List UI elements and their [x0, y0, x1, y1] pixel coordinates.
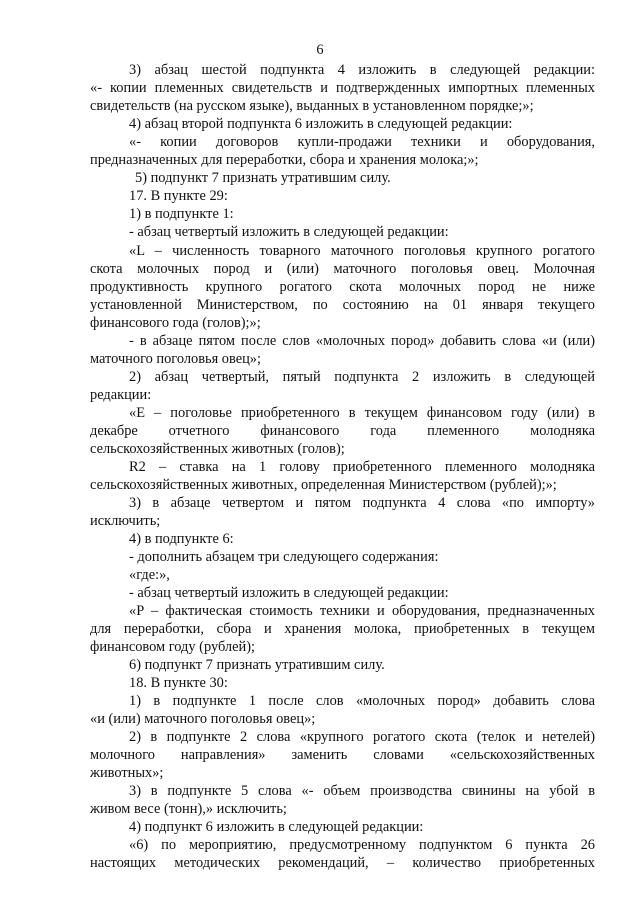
text-line: «где:», [129, 567, 170, 583]
text-line: свидетельств (на русском языке), выданных в установленном порядке;»; [90, 98, 534, 114]
text-line: исключить; [90, 513, 161, 529]
text-line: «E – поголовье приобретенного в текущем финансовом году (или) в [129, 405, 595, 421]
text-line: 5) подпункт 7 признать утратившим силу. [135, 170, 391, 186]
text-line: для переработки, сбора и хранения молока, приобретенных в текущем [90, 621, 595, 637]
text-line: 2) абзац четвертый, пятый подпункта 2 изложить в следующей [129, 369, 595, 385]
text-line: 4) абзац второй подпункта 6 изложить в следующей редакции: [129, 116, 513, 132]
text-line: 3) в подпункте 5 слова «- объем производства свинины на убой в [129, 783, 595, 799]
text-line: R2 – ставка на 1 голову приобретенного племенного молодняка [129, 459, 595, 475]
text-line: предназначенных для переработки, сбора и хранения молока;»; [90, 152, 479, 168]
text-line: «и (или) маточного поголовья овец»; [90, 711, 316, 727]
text-line: животных»; [90, 765, 164, 781]
text-line: продуктивность крупного рогатого скота молочных пород не ниже [90, 279, 595, 295]
text-line: живом весе (тонн),» исключить; [90, 801, 287, 817]
text-line: сельскохозяйственных животных, определенная Министерством (рублей);»; [90, 477, 557, 493]
text-line: - абзац четвертый изложить в следующей редакции: [129, 224, 449, 240]
text-line: 4) подпункт 6 изложить в следующей редакции: [129, 819, 424, 835]
text-line: маточного поголовья овец»; [90, 351, 261, 367]
text-line: «- копии племенных свидетельств и подтвержденных импортных племенных [90, 80, 595, 96]
text-line: финансового года (голов);»; [90, 315, 261, 331]
text-line: молочного направления» заменить словами «сельскохозяйственных [90, 747, 595, 763]
text-line: - абзац четвертый изложить в следующей редакции: [129, 585, 449, 601]
text-line: - в абзаце пятом после слов «молочных пород» добавить слова «и (или) [129, 333, 595, 349]
text-line: декабре отчетного финансового года племенного молодняка [90, 423, 595, 439]
text-line: 17. В пункте 29: [129, 188, 228, 204]
text-line: - дополнить абзацем три следующего содержания: [129, 549, 439, 565]
text-line: редакции: [90, 387, 152, 403]
text-line: 6) подпункт 7 признать утратившим силу. [129, 657, 385, 673]
text-line: установленной Министерством, по состоянию на 01 января текущего [90, 297, 595, 313]
text-line: 1) в подпункте 1: [129, 206, 234, 222]
text-line: 4) в подпункте 6: [129, 531, 234, 547]
text-line: 1) в подпункте 1 после слов «молочных пород» добавить слова [129, 693, 595, 709]
text-line: финансовом году (рублей); [90, 639, 255, 655]
text-line: «- копии договоров купли-продажи техники и оборудования, [129, 134, 595, 150]
text-line: «P – фактическая стоимость техники и оборудования, предназначенных [129, 603, 595, 619]
text-line: 3) абзац шестой подпункта 4 изложить в следующей редакции: [129, 62, 595, 78]
text-line: «L – численность товарного маточного поголовья крупного рогатого [129, 243, 595, 259]
text-line: сельскохозяйственных животных (голов); [90, 441, 345, 457]
text-line: 3) в абзаце четвертом и пятом подпункта 4 слова «по импорту» [129, 495, 595, 511]
page-number: 6 [316, 42, 324, 58]
text-line: 2) в подпункте 2 слова «крупного рогатого скота (телок и нетелей) [129, 729, 595, 745]
text-line: 18. В пункте 30: [129, 675, 228, 691]
text-line: «6) по мероприятию, предусмотренному подпунктом 6 пункта 26 [129, 837, 595, 853]
text-line: скота молочных пород и (или) маточного поголовья овец. Молочная [90, 261, 595, 277]
text-line: настоящих методических рекомендаций, – количество приобретенных [90, 855, 595, 871]
